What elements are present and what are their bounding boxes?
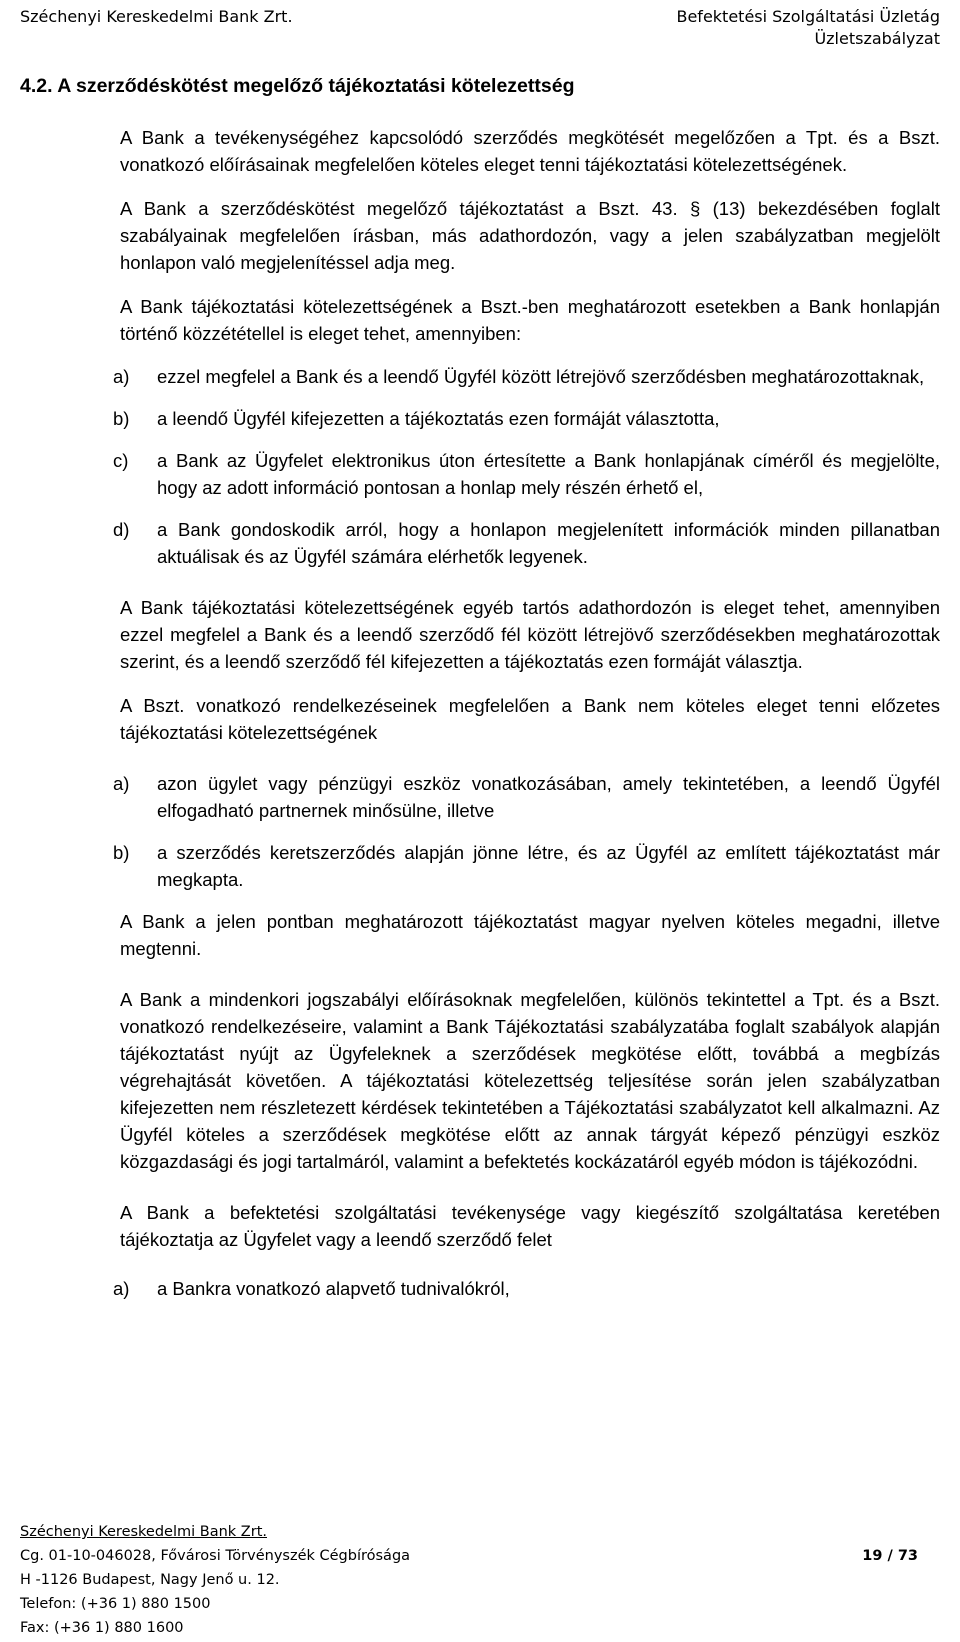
paragraph-number [20, 908, 120, 935]
paragraph-text: A Bank a tevékenységéhez kapcsolódó szerződés megkötését megelőzően a Tpt. és a Bszt. vonatkozó előírásainak megfelelően köteles eleget tenni tájékoztatási kötelezettségének. [120, 127, 940, 175]
list-item-text: azon ügylet vagy pénzügyi eszköz vonatkozásában, amely tekintetében, a leendő Ügyfél elfogadható partnernek minősülne, illetve [157, 773, 940, 821]
list-item-text: a Bank gondoskodik arról, hogy a honlapon megjelenített információk minden pillanatban aktuálisak és az Ügyfél számára elérhetők legyenek. [157, 519, 940, 567]
footer-phone: Telefon: (+36 1) 880 1500 [20, 1596, 211, 1612]
paragraph-4-2-1 [20, 124, 940, 178]
list-item [20, 1275, 940, 1302]
paragraph-text: A Bank tájékoztatási kötelezettségének egyéb tartós adathordozón is eleget tehet, amennyiben ezzel megfelel a Bank és a leendő szerződő fél között létrejövő szerződésekben meghatározottak szerint, és a leendő szerződő fél kifejezetten a tájékoztatás ezen formáját választja. [120, 597, 940, 672]
list-item [20, 839, 940, 893]
paragraph-4-2-4 [20, 692, 940, 746]
list-item [20, 363, 940, 390]
paragraph-4-2-2-continuation: A Bank tájékoztatási kötelezettségének a Bszt.-ben meghatározott esetekben a Bank honlapján történő közzététellel is eleget tehet, amennyiben: [120, 296, 940, 344]
header-doc-name: Üzletszabályzat [814, 29, 940, 48]
list-4-2-7 [20, 1275, 940, 1302]
list-4-2-4 [20, 770, 940, 893]
page-footer [20, 1520, 940, 1640]
list-4-2-2 [20, 363, 940, 570]
header-company: Széchenyi Kereskedelmi Bank Zrt. [20, 7, 293, 26]
list-item [20, 770, 940, 824]
paragraph-number [20, 1199, 120, 1226]
footer-fax: Fax: (+36 1) 880 1600 [20, 1620, 184, 1636]
document-body [20, 72, 940, 1317]
paragraph-number [20, 594, 120, 621]
list-item [20, 516, 940, 570]
list-item-label: a) [113, 773, 130, 794]
paragraph-number [20, 195, 120, 222]
footer-registry: Cg. 01-10-046028, Fővárosi Törvényszék Cégbírósága [20, 1548, 411, 1564]
header-division: Befektetési Szolgáltatási Üzletág [676, 7, 940, 26]
list-item-text: ezzel megfelel a Bank és a leendő Ügyfél között létrejövő szerződésben meghatározottaknak, [157, 366, 925, 387]
list-item-label: b) [113, 408, 130, 429]
paragraph-4-2-7 [20, 1199, 940, 1253]
list-item [20, 405, 940, 432]
paragraph-text: A Bszt. vonatkozó rendelkezéseinek megfelelően a Bank nem köteles eleget tenni előzetes tájékoztatási kötelezettségének [120, 695, 940, 743]
list-item-label: d) [113, 519, 130, 540]
paragraph-text: A Bank a szerződéskötést megelőző tájékoztatást a Bszt. 43. § (13) bekezdésében foglalt szabályainak megfelelően írásban, más adathordozón, vagy a jelen szabályzatban megjelölt honlapon való megjelenítéssel adja meg. [120, 198, 940, 273]
paragraph-text: A Bank a mindenkori jogszabályi előírásoknak megfelelően, különös tekintettel a Tpt. és a Bszt. vonatkozó rendelkezéseire, valamint a Bank Tájékoztatási szabályzatába foglalt szabályok alapján tájékoztatást nyújt az Ügyfeleknek a szerződések megkötése előtt, továbbá a megbízás végrehajtását követően. A tájékoztatási kötelezettség teljesítése során jelen szabályzatban kifejezetten nem részletezett kérdések tekintetében a Tájékoztatási szabályzatot kell alkalmazni. Az Ügyfél köteles a szerződések megkötése előtt az annak tárgyát képező pénzügyi eszköz közgazdasági és jogi tartalmáról, valamint a befektetés kockázatáról egyéb módon is tájékozódni. [120, 989, 940, 1172]
header-document-title [676, 6, 940, 50]
list-item-label: a) [113, 1278, 130, 1299]
list-item-text: a leendő Ügyfél kifejezetten a tájékoztatás ezen formáját választotta, [157, 408, 720, 429]
list-item [20, 447, 940, 501]
list-item-label: c) [113, 450, 129, 471]
section-title: 4.2. A szerződéskötést megelőző tájékoztatási kötelezettség [20, 75, 575, 97]
footer-address: H -1126 Budapest, Nagy Jenő u. 12. [20, 1572, 280, 1588]
paragraph-4-2-3 [20, 594, 940, 675]
paragraph-4-2-5 [20, 908, 940, 962]
paragraph-4-2-6 [20, 986, 940, 1175]
list-item-text: a Bankra vonatkozó alapvető tudnivalókról, [157, 1278, 510, 1299]
footer-company: Széchenyi Kereskedelmi Bank Zrt. [20, 1524, 267, 1540]
list-item-text: a szerződés keretszerződés alapján jönne létre, és az Ügyfél az említett tájékoztatást már megkapta. [157, 842, 940, 890]
paragraph-text: A Bank a jelen pontban meghatározott tájékoztatást magyar nyelven köteles megadni, illetve megtenni. [120, 911, 940, 959]
paragraph-number [20, 986, 120, 1013]
paragraph-4-2-2 [20, 195, 940, 276]
paragraph-number [20, 124, 120, 151]
paragraph-text: A Bank a befektetési szolgáltatási tevékenysége vagy kiegészítő szolgáltatása keretében tájékoztatja az Ügyfelet vagy a leendő szerződő felet [120, 1202, 940, 1250]
list-item-text: a Bank az Ügyfelet elektronikus úton értesítette a Bank honlapjának címéről és megjelölte, hogy az adott információ pontosan a honlap mely részén érhető el, [157, 450, 940, 498]
list-item-label: a) [113, 366, 130, 387]
list-item-label: b) [113, 842, 130, 863]
paragraph-number [20, 692, 120, 719]
page-number: 19 / 73 [862, 1548, 918, 1564]
